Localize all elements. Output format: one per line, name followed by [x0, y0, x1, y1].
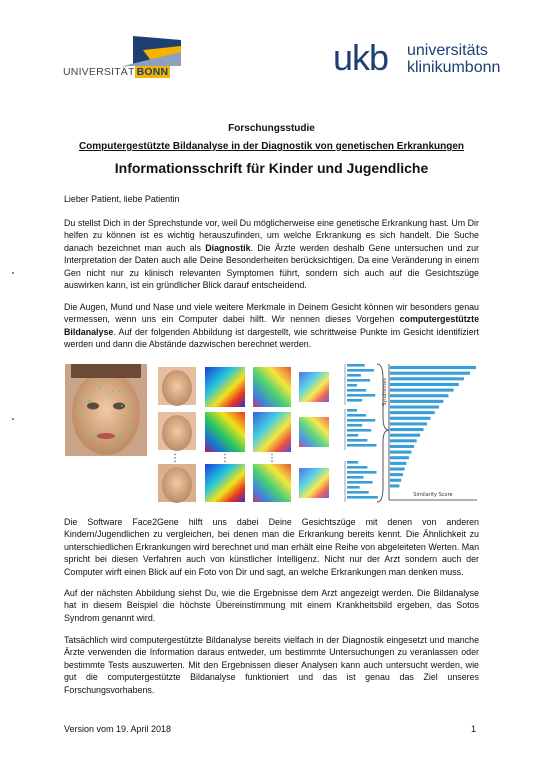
- ukb-mark: ukb: [333, 37, 389, 78]
- similarity-bar: [390, 383, 459, 386]
- ukb-wordmark: [407, 42, 500, 76]
- margin-mark: [12, 418, 14, 420]
- landmark-point: [88, 420, 90, 422]
- per-face-scores: [345, 364, 378, 502]
- landmark-point: [126, 393, 128, 395]
- face-thumbnail-3: [158, 464, 196, 503]
- score-bar: [347, 374, 361, 377]
- similarity-bar: [390, 462, 406, 465]
- landmark-point: [115, 439, 117, 441]
- score-bar: [347, 429, 371, 432]
- landmark-point: [95, 436, 97, 438]
- footer-version: Version vom 19. April 2018: [64, 724, 172, 734]
- similarity-bar: [390, 394, 448, 397]
- landmark-point: [80, 431, 82, 433]
- landmark-point: [130, 429, 132, 431]
- similarity-bar: [390, 479, 401, 482]
- landmark-point: [82, 415, 84, 417]
- page-title: Informationsschrift für Kinder und Jugendliche: [114, 160, 429, 176]
- score-bar: [347, 419, 375, 422]
- score-bar: [347, 389, 366, 392]
- paragraph-4: Auf der nächsten Abbildung siehst Du, wie die Ergebnisse dem Arzt angezeigt werden. Die Bildanalyse hat in diesem Beispiel die höchste Übereinstimmung mit einem Krankheitsbild ergeben, das Sotos Syndrom genannt wird.: [64, 588, 479, 623]
- score-bar: [347, 399, 362, 402]
- similarity-bar: [390, 405, 439, 408]
- heatmap-column-3: [299, 372, 329, 498]
- landmark-point: [118, 433, 120, 435]
- score-bar: [347, 481, 373, 484]
- landmark-point: [119, 438, 121, 440]
- similarity-bar: [390, 451, 412, 454]
- paragraph-1: Du stellst Dich in der Sprechstunde vor, weil Du möglicherweise eine genetische Erkrankung hast. Um Dir helfen zu können ist es wichtig herauszufinden, um welche Erkrankung es sich handelt. Die Suche danach bezeichnet man auch als Diagnostik. Die Ärzte werden deshalb Gene untersuchen und zur Interpretation der Daten auch alle Deine Besonderheiten berücksichtigen. Da eine Veränderung in einem Gen nicht nur zu klinisch relevanten Symptomen führt, sondern sich auch auf die Gesichtszüge auswirken kann, ist ein gründlicher Blick darauf entscheidend.: [64, 218, 479, 291]
- landmark-point: [127, 421, 129, 423]
- svg-text:⋮: ⋮: [170, 453, 180, 464]
- similarity-bar: [390, 473, 403, 476]
- landmark-point: [127, 409, 129, 411]
- face-thumbnail-2: [158, 412, 196, 451]
- heatmap-column-1: [205, 367, 245, 502]
- similarity-bar: [390, 377, 464, 380]
- x-axis-label: Similarity Score: [413, 492, 453, 498]
- uni-logo-text: [63, 66, 170, 78]
- score-bar: [347, 439, 367, 442]
- ukb-logo: [333, 38, 513, 82]
- similarity-bar: [390, 422, 427, 425]
- similarity-bar: [390, 366, 476, 369]
- landmark-point: [102, 449, 104, 451]
- landmark-point: [88, 435, 90, 437]
- paragraph-3: Die Software Face2Gene hilft uns dabei Deine Gesichtszüge mit denen von anderen Kindern/Jugendlichen zu vergleichen, bei denen man die Erkrankung bereits kennt. Die Ähnlichkeit zu unterschiedlichen Erkrankungen wird berechnet und man erhält eine Reihe von abgeleiteten Werten. Man spricht bei diesen Verfahren auch von künstlicher Intelligenz. Nicht nur der Arzt sondern auch der Computer wirft einen Blick auf ein Foto von Dir und sagt, an welche Erkrankungen man denken muss.: [64, 517, 479, 577]
- term-bildanalyse: computergestützte Bildanalyse: [64, 314, 479, 337]
- landmark-point: [108, 393, 110, 395]
- landmark-point: [78, 408, 80, 410]
- landmark-point: [123, 415, 125, 417]
- score-bar: [347, 476, 364, 479]
- study-label: Forschungsstudie: [228, 123, 315, 134]
- margin-mark: [12, 272, 14, 274]
- score-bar: [347, 394, 375, 397]
- similarity-bar: [390, 434, 420, 437]
- similarity-bar: [390, 417, 430, 420]
- similarity-bar: [390, 389, 454, 392]
- similarity-bar: [390, 467, 405, 470]
- similarity-bar: [390, 445, 414, 448]
- similarity-bar: [390, 439, 417, 442]
- similarity-bar: [390, 484, 399, 487]
- similarity-bar: [390, 400, 443, 403]
- score-bar: [347, 379, 370, 382]
- score-bar: [347, 486, 360, 489]
- heatmap-column-2: [253, 367, 291, 502]
- score-bar: [347, 364, 365, 367]
- uni-logo-word: UNIVERSITÄT: [63, 66, 135, 78]
- y-axis-label: Syndromes: [382, 378, 388, 407]
- score-bar: [347, 461, 358, 464]
- similarity-bar: [390, 411, 435, 414]
- score-bar: [347, 409, 357, 412]
- uni-logo-bonn: BONN: [136, 66, 169, 78]
- landmark-point: [107, 445, 109, 447]
- paragraph-2: Die Augen, Mund und Nase und viele weitere Merkmale in Deinem Gesicht können wir besonders genau vermessen, wenn uns ein Computer dabei hilft. Wir nennen dieses Vorgehen computergestützte Bildanalyse. Auf der folgenden Abbildung ist dargestellt, wie schrittweise Punkte im Gesicht identifiziert werden und dann die Abstände dazwischen berechnet werden.: [64, 302, 479, 350]
- score-bar: [347, 444, 377, 447]
- landmark-point: [111, 391, 113, 393]
- universitaet-bonn-logo: [63, 36, 183, 82]
- similarity-bar: [390, 456, 409, 459]
- score-bar: [347, 384, 357, 387]
- term-diagnostik: Diagnostik: [205, 242, 251, 253]
- score-bar: [347, 471, 377, 474]
- similarity-bars: [390, 366, 476, 487]
- analysis-figure-graphic: [65, 358, 480, 503]
- score-bar: [347, 496, 378, 499]
- svg-text:⋮: ⋮: [267, 453, 277, 464]
- uni-bonn-emblem-icon: [63, 36, 183, 66]
- score-bar: [347, 434, 358, 437]
- study-subtitle: Computergestützte Bildanalyse in der Diagnostik von genetischen Erkrankungen: [78, 141, 465, 152]
- ukb-line1: universitäts: [407, 42, 488, 59]
- similarity-bar: [390, 428, 424, 431]
- score-bar: [347, 424, 362, 427]
- score-bar: [347, 491, 369, 494]
- landmark-point: [118, 390, 120, 392]
- landmark-point: [88, 401, 90, 403]
- ukb-line2: klinikumbonn: [407, 59, 501, 76]
- landmark-point: [102, 381, 104, 383]
- paragraph-5: Tatsächlich wird computergestützte Bildanalyse bereits vielfach in der Diagnostik eingesetzt und manche Ärzte verwenden die Information daraus entweder, um bestimmte Untersuchungen zu veranlassen oder bestimmte Tests auszuwerten. Mit den Ergebnissen dieser Analysen kann auch untersucht werden, wie gut die computergestützte Bildanalyse funktioniert und das ist genau das Ziel unseres Forschungsvorhabens.: [64, 635, 479, 695]
- analysis-figure: [65, 358, 480, 503]
- score-bar: [347, 369, 374, 372]
- score-bar: [347, 466, 367, 469]
- svg-text:⋮: ⋮: [220, 453, 230, 464]
- page-number: 1: [471, 724, 477, 734]
- patient-face-photo: [65, 364, 147, 456]
- score-bar: [347, 414, 366, 417]
- landmark-point: [121, 405, 123, 407]
- landmark-point: [89, 394, 91, 396]
- similarity-bar: [390, 372, 470, 375]
- landmark-point: [99, 387, 101, 389]
- greeting: Lieber Patient, liebe Patientin: [64, 194, 180, 204]
- face-thumbnail-1: [158, 367, 196, 406]
